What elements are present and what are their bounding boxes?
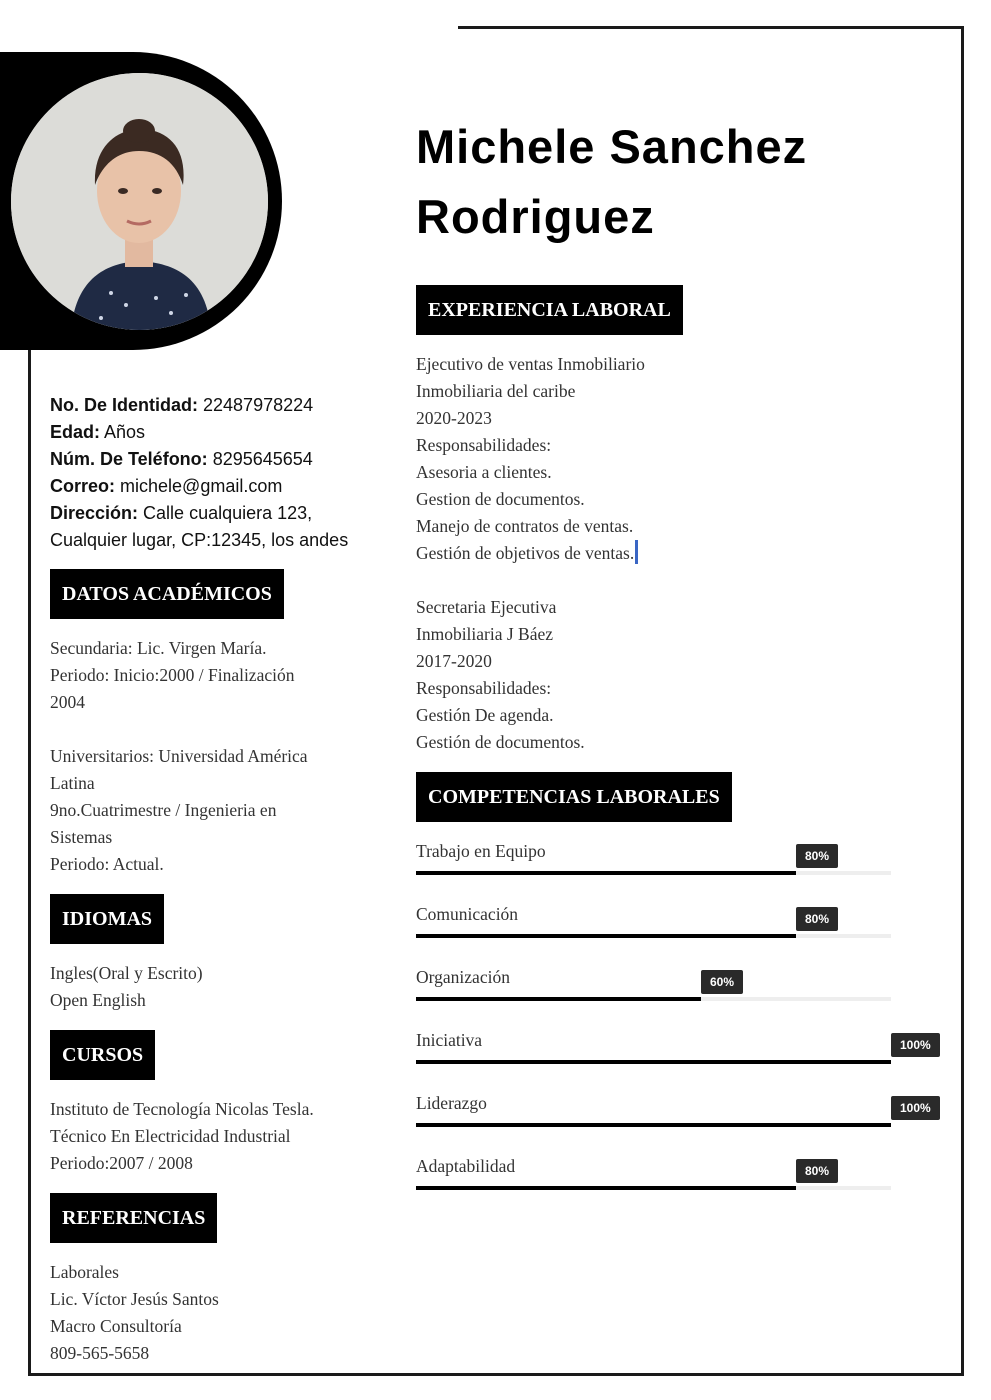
skill-label: Liderazgo: [416, 1093, 487, 1113]
reference-line: Macro Consultoría: [50, 1316, 182, 1336]
skill-item: [416, 901, 956, 964]
skill-item: [416, 1153, 956, 1216]
skill-label: Trabajo en Equipo: [416, 841, 546, 861]
personal-email-label: Correo:: [50, 476, 116, 496]
course-line: Instituto de Tecnología Nicolas Tesla.: [50, 1099, 314, 1119]
skill-bar-fill: [416, 997, 701, 1001]
personal-address-value: Calle cualquiera 123,: [143, 503, 313, 523]
skill-percent-badge: 100%: [891, 1096, 940, 1120]
academic-line: Sistemas: [50, 827, 113, 847]
academic-line: Latina: [50, 773, 95, 793]
skill-item: [416, 1090, 956, 1153]
experience-line: [416, 567, 936, 594]
academic-line: Secundaria: Lic. Virgen María.: [50, 638, 267, 658]
reference-line: Lic. Víctor Jesús Santos: [50, 1289, 219, 1309]
personal-address-row: [50, 500, 380, 527]
personal-age-value: Años: [104, 422, 146, 442]
experience-line: 2020-2023: [416, 408, 492, 428]
references-heading: REFERENCIAS: [50, 1193, 217, 1243]
skill-label: Adaptabilidad: [416, 1156, 516, 1176]
personal-email-row: [50, 473, 380, 500]
profile-photo-illustration: [11, 73, 268, 330]
personal-email-value: michele@gmail.com: [120, 476, 283, 496]
skill-label: Comunicación: [416, 904, 519, 924]
experience-line: Inmobiliaria J Báez: [416, 624, 554, 644]
experience-line: 2017-2020: [416, 651, 492, 671]
personal-phone-value: 8295645654: [212, 449, 313, 469]
courses-text: [50, 1096, 390, 1177]
personal-info: [50, 392, 380, 554]
skill-label: Iniciativa: [416, 1030, 483, 1050]
academic-line: Periodo: Actual.: [50, 854, 164, 874]
personal-age-row: [50, 419, 380, 446]
skill-percent-badge: 80%: [796, 907, 838, 931]
candidate-name-line2: Rodriguez: [416, 190, 655, 243]
skill-bar-track: [416, 997, 891, 1001]
academic-line: 9no.Cuatrimestre / Ingenieria en: [50, 800, 277, 820]
skill-bar-track: [416, 871, 891, 875]
academic-line: [50, 716, 380, 743]
language-line: Ingles(Oral y Escrito): [50, 963, 203, 983]
text-caret: [635, 540, 638, 564]
skill-bar-fill: [416, 1060, 891, 1064]
reference-line: 809-565-5658: [50, 1343, 150, 1363]
skill-percent-badge: 80%: [796, 844, 838, 868]
skill-bar-track: [416, 1060, 891, 1064]
academic-line: Periodo: Inicio:2000 / Finalización: [50, 665, 295, 685]
personal-id-label: No. De Identidad:: [50, 395, 198, 415]
candidate-name-line1: Michele Sanchez: [416, 120, 808, 173]
reference-line: Laborales: [50, 1262, 119, 1282]
personal-phone-label: Núm. De Teléfono:: [50, 449, 208, 469]
profile-photo: [11, 73, 268, 330]
experience-line: Inmobiliaria del caribe: [416, 381, 576, 401]
personal-id-row: [50, 392, 380, 419]
experience-line: [416, 540, 936, 567]
experience-line: Gestión de documentos.: [416, 732, 585, 752]
experience-text: [416, 351, 936, 756]
skill-label: Organización: [416, 967, 510, 987]
competencies-list: [416, 838, 956, 1216]
experience-line: Responsabilidades:: [416, 435, 552, 455]
personal-id-value: 22487978224: [203, 395, 314, 415]
personal-address-label: Dirección:: [50, 503, 139, 523]
frame-bottom-line: [28, 1373, 964, 1376]
experience-line-text: Gestión de objetivos de ventas.: [416, 543, 635, 563]
skill-bar-track: [416, 1123, 891, 1127]
skill-percent-badge: 100%: [891, 1033, 940, 1057]
academic-heading: DATOS ACADÉMICOS: [50, 569, 284, 619]
skill-percent-badge: 80%: [796, 1159, 838, 1183]
skill-item: [416, 1027, 956, 1090]
academic-line: 2004: [50, 692, 85, 712]
skill-bar-fill: [416, 934, 796, 938]
skill-bar-track: [416, 1186, 891, 1190]
candidate-name: [416, 112, 936, 252]
courses-heading: CURSOS: [50, 1030, 155, 1080]
languages-text: [50, 960, 380, 1014]
frame-left-line: [28, 340, 31, 1376]
competencies-heading: COMPETENCIAS LABORALES: [416, 772, 732, 822]
skill-item: [416, 838, 956, 901]
experience-line: Secretaria Ejecutiva: [416, 597, 557, 617]
languages-heading: IDIOMAS: [50, 894, 164, 944]
course-line: Técnico En Electricidad Industrial: [50, 1126, 291, 1146]
experience-line: Asesoria a clientes.: [416, 462, 552, 482]
academic-text: [50, 635, 380, 878]
skill-item: [416, 964, 956, 1027]
skill-bar-fill: [416, 871, 796, 875]
experience-line: Gestión De agenda.: [416, 705, 554, 725]
skill-bar-track: [416, 934, 891, 938]
personal-age-label: Edad:: [50, 422, 101, 442]
experience-line: Gestion de documentos.: [416, 489, 585, 509]
academic-line: Universitarios: Universidad América: [50, 746, 308, 766]
skill-bar-fill: [416, 1123, 891, 1127]
experience-line: Responsabilidades:: [416, 678, 552, 698]
skill-bar-fill: [416, 1186, 796, 1190]
frame-right-line: [961, 26, 964, 1376]
personal-phone-row: [50, 446, 380, 473]
personal-address-extra: Cualquier lugar, CP:12345, los andes: [50, 530, 349, 550]
experience-line: Manejo de contratos de ventas.: [416, 516, 634, 536]
references-text: [50, 1259, 380, 1367]
skill-percent-badge: 60%: [701, 970, 743, 994]
frame-top-line: [458, 26, 964, 29]
language-line: Open English: [50, 990, 146, 1010]
course-line: Periodo:2007 / 2008: [50, 1153, 193, 1173]
experience-heading: EXPERIENCIA LABORAL: [416, 285, 683, 335]
experience-line: Ejecutivo de ventas Inmobiliario: [416, 354, 645, 374]
